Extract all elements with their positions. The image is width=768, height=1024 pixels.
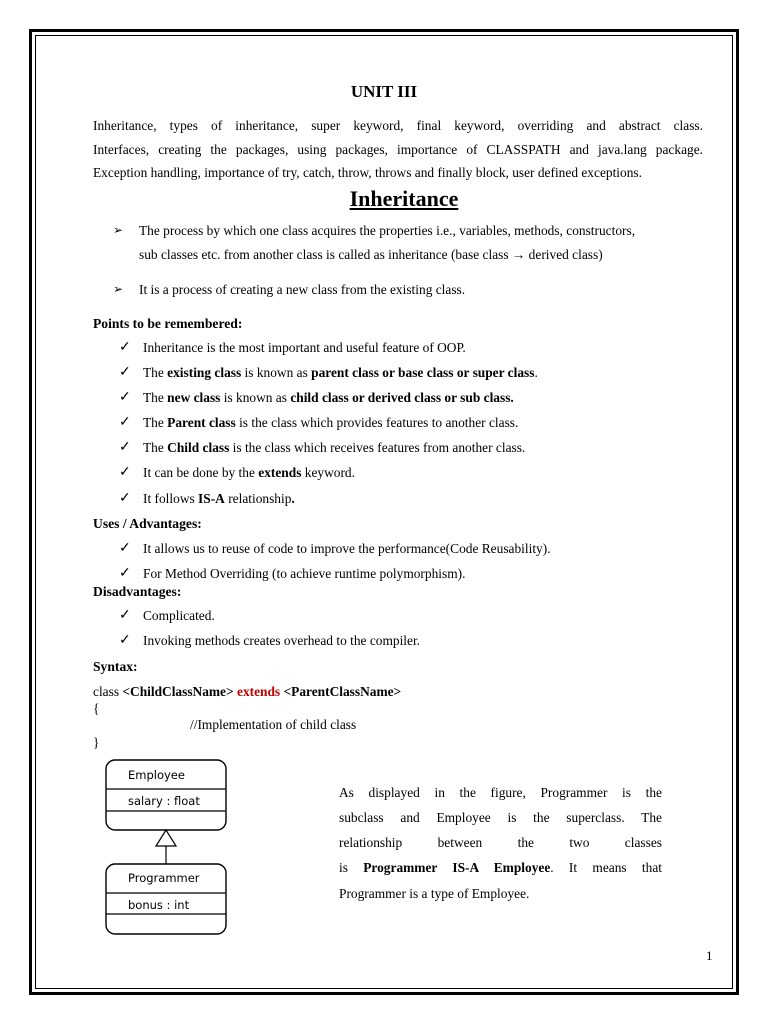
checkmark-icon: ✓	[119, 390, 131, 405]
point-item-4: ✓ The Parent class is the class which provides features to another class.	[119, 415, 519, 430]
checkmark-icon: ✓	[119, 340, 131, 355]
checkmark-icon: ✓	[119, 465, 131, 480]
point-item-1: ✓ Inheritance is the most important and useful feature of OOP.	[119, 340, 466, 355]
definition-item-1	[113, 223, 636, 239]
syntax-class-line: class <ChildClassName> extends <ParentClassName>	[93, 684, 402, 699]
checkmark-icon: ✓	[119, 566, 131, 581]
definition-item-2: ➢ It is a process of creating a new class from the existing class.	[113, 282, 466, 297]
points-heading: Points to be remembered:	[93, 316, 243, 331]
checkmark-icon: ✓	[119, 415, 131, 430]
checkmark-icon: ✓	[119, 440, 131, 455]
definition-item-1-line-1: The process by which one class acquires the properties i.e., variables, methods, constructors,	[139, 223, 636, 238]
description-line-3: relationship between the two classes	[339, 835, 662, 850]
disadvantages-heading: Disadvantages:	[93, 584, 182, 599]
point-item-5: ✓ The Child class is the class which receives features from another class.	[119, 440, 526, 455]
programmer-attribute: bonus : int	[128, 898, 190, 912]
arrow-bullet-icon: ➢	[113, 223, 124, 237]
syntax-comment: //Implementation of child class	[190, 717, 357, 732]
right-arrow-icon: →	[511, 247, 526, 262]
uses-item-1: ✓ It allows us to reuse of code to improve the performance(Code Reusability).	[119, 541, 551, 556]
disadvantages-item-2: ✓ Invoking methods creates overhead to the compiler.	[119, 633, 421, 648]
description-line-1: As displayed in the figure, Programmer is the	[339, 785, 662, 800]
checkmark-icon: ✓	[119, 633, 131, 648]
unit-title: UNIT III	[350, 82, 418, 101]
description-line-5: Programmer is a type of Employee.	[339, 886, 530, 901]
employee-attribute: salary : float	[128, 794, 200, 808]
section-title: Inheritance	[349, 186, 459, 211]
syntax-close-brace: }	[93, 735, 100, 750]
syntax-open-brace: {	[93, 701, 100, 716]
uses-heading: Uses / Advantages:	[93, 516, 202, 531]
extends-keyword: extends	[237, 684, 281, 699]
intro-line-1: Inheritance, types of inheritance, super keyword, final keyword, overriding and abstract class.	[93, 118, 703, 133]
programmer-class-name: Programmer	[128, 871, 200, 885]
uses-item-2: ✓ For Method Overriding (to achieve runtime polymorphism).	[119, 566, 466, 581]
definition-item-1-line-2: sub classes etc. from another class is called as inheritance (base class → derived class)	[139, 247, 603, 262]
checkmark-icon: ✓	[119, 491, 131, 506]
syntax-heading: Syntax:	[93, 659, 138, 674]
disadvantages-item-1: ✓ Complicated.	[119, 608, 215, 623]
point-item-6: ✓ It can be done by the extends keyword.	[119, 465, 355, 480]
point-item-3: ✓ The new class is known as child class or derived class or sub class.	[119, 390, 514, 405]
point-item-2: ✓ The existing class is known as parent class or base class or super class.	[119, 365, 538, 380]
point-item-7: ✓ It follows IS-A relationship.	[119, 491, 295, 506]
intro-line-2: Interfaces, creating the packages, using packages, importance of CLASSPATH and java.lang package.	[93, 142, 703, 157]
inheritance-arrow-icon	[156, 830, 176, 846]
intro-line-3: Exception handling, importance of try, catch, throw, throws and finally block, user defined exceptions.	[93, 165, 642, 180]
inheritance-uml-diagram	[100, 758, 232, 938]
page-number: 1	[706, 948, 713, 963]
employee-class-name: Employee	[128, 768, 185, 782]
checkmark-icon: ✓	[119, 365, 131, 380]
checkmark-icon: ✓	[119, 541, 131, 556]
checkmark-icon: ✓	[119, 608, 131, 623]
arrow-bullet-icon: ➢	[113, 282, 124, 296]
description-line-4: is Programmer IS-A Employee. It means that	[339, 860, 662, 875]
description-line-2: subclass and Employee is the superclass. The	[339, 810, 662, 825]
